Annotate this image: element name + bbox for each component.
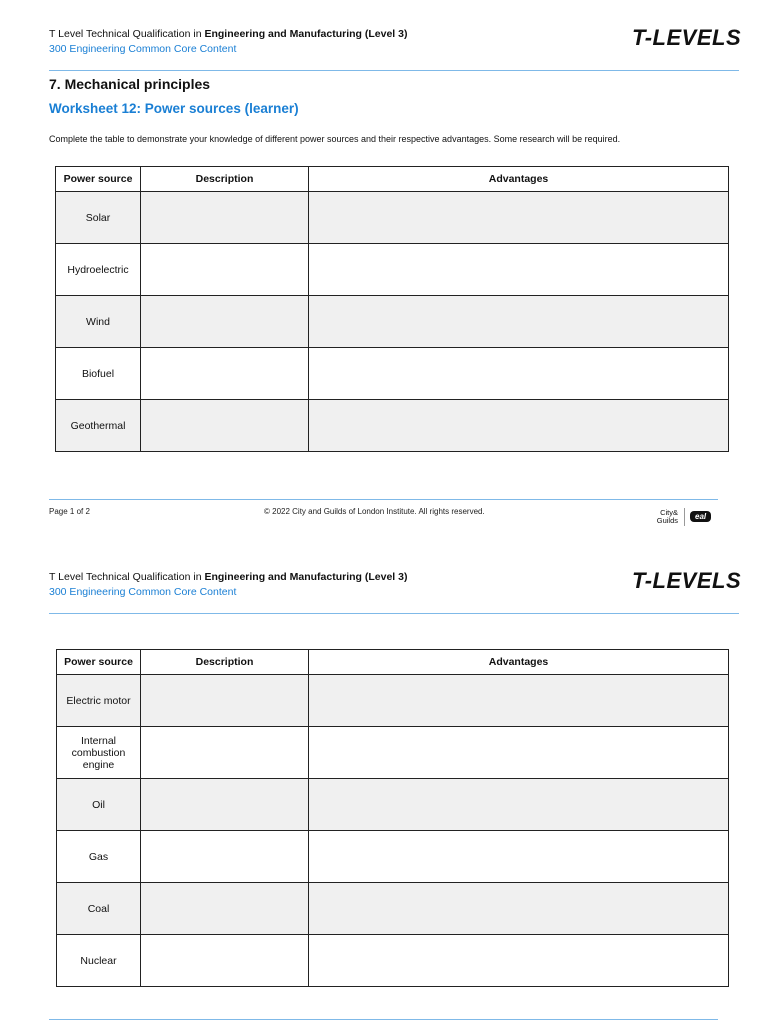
power-source-cell: Gas [57, 831, 141, 883]
power-source-cell: Hydroelectric [56, 244, 141, 296]
header-advantages: Advantages [309, 650, 729, 675]
description-cell[interactable] [141, 831, 309, 883]
qualification-title [49, 28, 407, 40]
page-number: Page 1 of 2 [49, 507, 90, 516]
city-and-guilds-logo [646, 509, 678, 525]
advantages-cell[interactable] [309, 400, 729, 452]
header-power-source: Power source [56, 167, 141, 192]
advantages-cell[interactable] [309, 675, 729, 727]
description-cell[interactable] [141, 727, 309, 779]
header-divider [49, 613, 739, 614]
qualification-prefix: T Level Technical Qualification in [49, 571, 205, 583]
description-cell[interactable] [141, 883, 309, 935]
table-row [57, 831, 729, 883]
advantages-cell[interactable] [309, 192, 729, 244]
copyright-notice: © 2022 City and Guilds of London Institute. All rights reserved. [264, 507, 485, 516]
section-title: 7. Mechanical principles [49, 76, 211, 92]
advantages-cell[interactable] [309, 831, 729, 883]
table-row [57, 727, 729, 779]
advantages-cell[interactable] [309, 348, 729, 400]
advantages-cell[interactable] [309, 883, 729, 935]
header-advantages: Advantages [309, 167, 729, 192]
description-cell[interactable] [141, 935, 309, 987]
advantages-cell[interactable] [309, 296, 729, 348]
advantages-cell[interactable] [309, 935, 729, 987]
course-subtitle: 300 Engineering Common Core Content [49, 586, 237, 598]
power-source-cell: Nuclear [57, 935, 141, 987]
cg-logo-line1: City& [660, 508, 678, 517]
power-source-cell: Geothermal [56, 400, 141, 452]
header-power-source: Power source [57, 650, 141, 675]
description-cell[interactable] [141, 244, 309, 296]
table-row [56, 296, 729, 348]
table-row [56, 348, 729, 400]
power-source-cell: Internal combustion engine [57, 727, 141, 779]
worksheet-title: Worksheet 12: Power sources (learner) [49, 101, 299, 116]
description-cell[interactable] [141, 296, 309, 348]
description-cell[interactable] [141, 192, 309, 244]
power-source-cell: Coal [57, 883, 141, 935]
table-row [56, 400, 729, 452]
description-cell[interactable] [141, 675, 309, 727]
advantages-cell[interactable] [309, 244, 729, 296]
description-cell[interactable] [141, 779, 309, 831]
power-sources-table-1 [55, 166, 729, 452]
eal-logo: eal [690, 511, 711, 522]
description-cell[interactable] [141, 400, 309, 452]
table-row [57, 935, 729, 987]
qualification-prefix: T Level Technical Qualification in [49, 28, 205, 40]
table-row [56, 244, 729, 296]
qualification-title [49, 571, 407, 583]
power-source-cell: Electric motor [57, 675, 141, 727]
footer-divider [49, 499, 718, 500]
logo-separator [684, 508, 685, 526]
t-levels-logo: T-LEVELS [632, 568, 742, 593]
power-source-cell: Biofuel [56, 348, 141, 400]
power-source-cell: Wind [56, 296, 141, 348]
power-source-cell: Solar [56, 192, 141, 244]
instructions: Complete the table to demonstrate your knowledge of different power sources and their respective advantages. Some research will be required. [49, 134, 621, 144]
qualification-name: Engineering and Manufacturing (Level 3) [204, 571, 408, 583]
table-row [56, 192, 729, 244]
cg-logo-line2: Guilds [656, 516, 678, 525]
advantages-cell[interactable] [309, 727, 729, 779]
advantages-cell[interactable] [309, 779, 729, 831]
course-subtitle: 300 Engineering Common Core Content [49, 43, 237, 55]
header-description: Description [141, 650, 309, 675]
header-description: Description [141, 167, 309, 192]
table-row [57, 779, 729, 831]
description-cell[interactable] [141, 348, 309, 400]
footer-divider [49, 1019, 718, 1020]
t-levels-logo: T-LEVELS [632, 25, 742, 50]
header-divider [49, 70, 739, 71]
table-row [57, 675, 729, 727]
power-source-cell: Oil [57, 779, 141, 831]
power-sources-table-2 [56, 649, 729, 987]
qualification-name: Engineering and Manufacturing (Level 3) [204, 28, 408, 40]
table-row [57, 883, 729, 935]
